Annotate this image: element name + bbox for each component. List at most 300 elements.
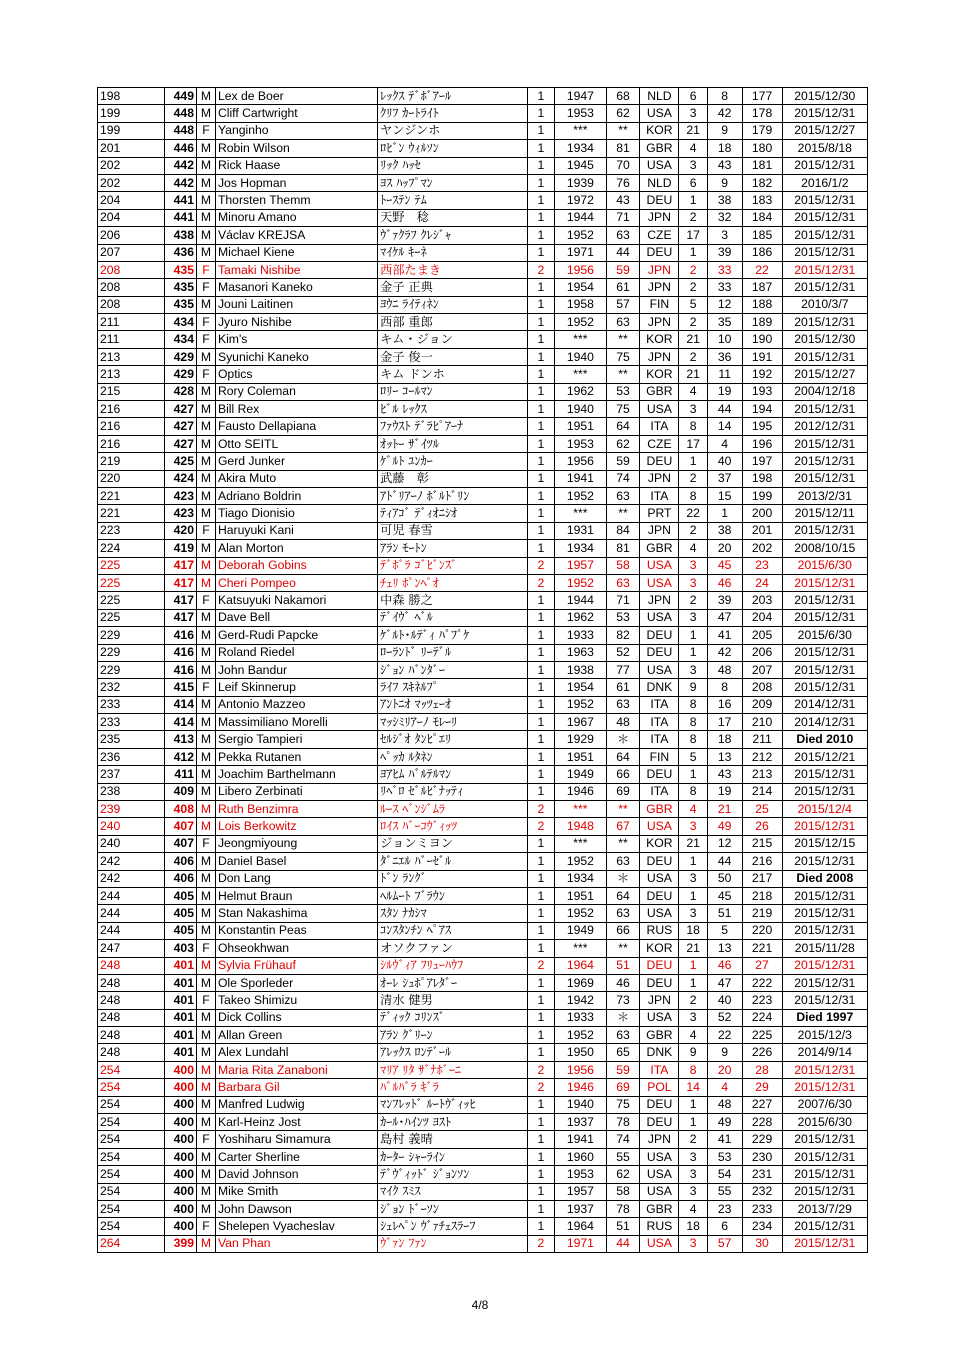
birth-year-cell: 1967 xyxy=(555,714,607,731)
score-cell: 401 xyxy=(165,1044,197,1061)
country-number-cell: 2 xyxy=(679,348,707,365)
age-cell: 43 xyxy=(606,192,640,209)
age-cell: 81 xyxy=(606,140,640,157)
sex-cell: M xyxy=(197,453,216,470)
age-cell: 44 xyxy=(606,1235,640,1252)
index-rank-cell: 30 xyxy=(742,1235,782,1252)
rank-cell: 202 xyxy=(98,174,165,191)
count-cell: 1 xyxy=(527,1009,554,1026)
age-cell: 64 xyxy=(606,887,640,904)
kana-name-cell: ﾃﾞｳﾞｨｯﾄﾞ ｼﾞｮﾝｿﾝ xyxy=(378,1166,528,1183)
country-rank-cell: 1 xyxy=(707,505,742,522)
table-row xyxy=(98,1183,868,1200)
birth-year-cell: 1964 xyxy=(555,957,607,974)
name-cell: Lois Berkowitz xyxy=(215,818,377,835)
rank-cell: 239 xyxy=(98,801,165,818)
country-number-cell: 3 xyxy=(679,1183,707,1200)
age-cell: 46 xyxy=(606,974,640,991)
country-cell: RUS xyxy=(640,1218,679,1235)
table-row xyxy=(98,279,868,296)
table-row xyxy=(98,1061,868,1078)
country-rank-cell: 19 xyxy=(707,383,742,400)
name-cell: Barbara Gil xyxy=(215,1079,377,1096)
country-number-cell: 1 xyxy=(679,244,707,261)
index-rank-cell: 225 xyxy=(742,1027,782,1044)
date-cell: 2015/6/30 xyxy=(782,1114,867,1131)
date-cell: 2014/12/31 xyxy=(782,714,867,731)
score-cell: 414 xyxy=(165,714,197,731)
index-rank-cell: 191 xyxy=(742,348,782,365)
age-cell: 58 xyxy=(606,557,640,574)
table-row xyxy=(98,1027,868,1044)
country-number-cell: 2 xyxy=(679,261,707,278)
name-cell: Cliff Cartwright xyxy=(215,105,377,122)
country-rank-cell: 21 xyxy=(707,801,742,818)
kana-name-cell: 金子 俊一 xyxy=(378,348,528,365)
kana-name-cell: ｱﾗﾝ ﾓｰﾄﾝ xyxy=(378,540,528,557)
country-rank-cell: 20 xyxy=(707,1061,742,1078)
birth-year-cell: 1933 xyxy=(555,627,607,644)
rank-cell: 213 xyxy=(98,348,165,365)
name-cell: Stan Nakashima xyxy=(215,905,377,922)
index-rank-cell: 202 xyxy=(742,540,782,557)
index-rank-cell: 26 xyxy=(742,818,782,835)
score-cell: 416 xyxy=(165,627,197,644)
score-cell: 424 xyxy=(165,470,197,487)
country-number-cell: 17 xyxy=(679,435,707,452)
kana-name-cell: 可児 春雪 xyxy=(378,522,528,539)
rank-cell: 204 xyxy=(98,192,165,209)
birth-year-cell: 1949 xyxy=(555,766,607,783)
age-cell: 61 xyxy=(606,679,640,696)
kana-name-cell: ﾍﾙﾑｰﾄ ﾌﾞﾗｳﾝ xyxy=(378,887,528,904)
name-cell: Dick Collins xyxy=(215,1009,377,1026)
index-rank-cell: 192 xyxy=(742,366,782,383)
country-number-cell: 4 xyxy=(679,540,707,557)
age-cell: ** xyxy=(606,122,640,139)
country-rank-cell: 41 xyxy=(707,1131,742,1148)
name-cell: Ole Sporleder xyxy=(215,974,377,991)
country-cell: GBR xyxy=(640,140,679,157)
country-rank-cell: 49 xyxy=(707,1114,742,1131)
index-rank-cell: 219 xyxy=(742,905,782,922)
kana-name-cell: 西部 重郎 xyxy=(378,314,528,331)
country-rank-cell: 39 xyxy=(707,244,742,261)
count-cell: 2 xyxy=(527,574,554,591)
sex-cell: M xyxy=(197,157,216,174)
name-cell: Jyuro Nishibe xyxy=(215,314,377,331)
kana-name-cell: ﾏﾝﾌﾚｯﾄﾞ ﾙｰﾄｳﾞｨｯﾋ xyxy=(378,1096,528,1113)
country-cell: DEU xyxy=(640,244,679,261)
table-row xyxy=(98,905,868,922)
sex-cell: M xyxy=(197,818,216,835)
date-cell: 2015/12/31 xyxy=(782,957,867,974)
sex-cell: M xyxy=(197,1114,216,1131)
country-rank-cell: 46 xyxy=(707,574,742,591)
score-cell: 427 xyxy=(165,418,197,435)
sex-cell: M xyxy=(197,1235,216,1252)
rank-cell: 225 xyxy=(98,574,165,591)
country-rank-cell: 20 xyxy=(707,540,742,557)
date-cell: Died 2010 xyxy=(782,731,867,748)
index-rank-cell: 27 xyxy=(742,957,782,974)
country-number-cell: 3 xyxy=(679,105,707,122)
age-cell: 63 xyxy=(606,905,640,922)
country-number-cell: 2 xyxy=(679,470,707,487)
country-cell: JPN xyxy=(640,261,679,278)
birth-year-cell: 1952 xyxy=(555,1027,607,1044)
index-rank-cell: 206 xyxy=(742,644,782,661)
table-row xyxy=(98,1079,868,1096)
rank-cell: 247 xyxy=(98,940,165,957)
country-number-cell: 2 xyxy=(679,209,707,226)
score-cell: 401 xyxy=(165,1009,197,1026)
sex-cell: M xyxy=(197,887,216,904)
country-number-cell: 3 xyxy=(679,1166,707,1183)
date-cell: 2014/12/31 xyxy=(782,696,867,713)
table-row xyxy=(98,122,868,139)
kana-name-cell: 武藤 彰 xyxy=(378,470,528,487)
date-cell: 2010/3/7 xyxy=(782,296,867,313)
birth-year-cell: 1941 xyxy=(555,470,607,487)
country-number-cell: 2 xyxy=(679,592,707,609)
country-rank-cell: 48 xyxy=(707,1096,742,1113)
index-rank-cell: 180 xyxy=(742,140,782,157)
country-cell: USA xyxy=(640,818,679,835)
kana-name-cell: ﾖｱﾋﾑ ﾊﾞﾙﾃﾙﾏﾝ xyxy=(378,766,528,783)
age-cell: 75 xyxy=(606,348,640,365)
country-cell: DEU xyxy=(640,627,679,644)
index-rank-cell: 224 xyxy=(742,1009,782,1026)
date-cell: 2016/1/2 xyxy=(782,174,867,191)
country-rank-cell: 38 xyxy=(707,192,742,209)
age-cell: 44 xyxy=(606,244,640,261)
score-cell: 425 xyxy=(165,453,197,470)
sex-cell: M xyxy=(197,1044,216,1061)
index-rank-cell: 214 xyxy=(742,783,782,800)
rank-cell: 242 xyxy=(98,870,165,887)
country-rank-cell: 23 xyxy=(707,1201,742,1218)
sex-cell: M xyxy=(197,1079,216,1096)
date-cell: 2015/12/31 xyxy=(782,105,867,122)
age-cell: 75 xyxy=(606,1096,640,1113)
country-number-cell: 4 xyxy=(679,801,707,818)
age-cell: 66 xyxy=(606,766,640,783)
country-cell: DEU xyxy=(640,974,679,991)
country-cell: DEU xyxy=(640,957,679,974)
count-cell: 1 xyxy=(527,696,554,713)
count-cell: 1 xyxy=(527,940,554,957)
table-row xyxy=(98,105,868,122)
rank-cell: 244 xyxy=(98,887,165,904)
kana-name-cell: ﾃﾞﾎﾞﾗ ｺﾞﾋﾞﾝｽﾞ xyxy=(378,557,528,574)
birth-year-cell: 1946 xyxy=(555,1079,607,1096)
country-cell: USA xyxy=(640,1235,679,1252)
score-cell: 416 xyxy=(165,644,197,661)
kana-name-cell: ｳﾞｧﾝ ﾌｧﾝ xyxy=(378,1235,528,1252)
country-rank-cell: 17 xyxy=(707,714,742,731)
name-cell: Roland Riedel xyxy=(215,644,377,661)
score-cell: 420 xyxy=(165,522,197,539)
name-cell: Michael Kiene xyxy=(215,244,377,261)
date-cell: 2015/12/31 xyxy=(782,887,867,904)
score-cell: 414 xyxy=(165,696,197,713)
country-number-cell: 18 xyxy=(679,922,707,939)
rank-cell: 229 xyxy=(98,627,165,644)
name-cell: Carter Sherline xyxy=(215,1148,377,1165)
country-number-cell: 1 xyxy=(679,853,707,870)
name-cell: Gerd Junker xyxy=(215,453,377,470)
score-cell: 423 xyxy=(165,487,197,504)
score-cell: 434 xyxy=(165,314,197,331)
country-number-cell: 9 xyxy=(679,1044,707,1061)
count-cell: 1 xyxy=(527,314,554,331)
score-cell: 412 xyxy=(165,748,197,765)
table-row xyxy=(98,244,868,261)
table-row xyxy=(98,227,868,244)
date-cell: 2015/12/30 xyxy=(782,88,867,105)
index-rank-cell: 22 xyxy=(742,261,782,278)
country-cell: ITA xyxy=(640,714,679,731)
table-row xyxy=(98,453,868,470)
count-cell: 1 xyxy=(527,366,554,383)
count-cell: 1 xyxy=(527,192,554,209)
country-cell: USA xyxy=(640,105,679,122)
count-cell: 1 xyxy=(527,853,554,870)
age-cell: 84 xyxy=(606,522,640,539)
sex-cell: M xyxy=(197,922,216,939)
country-number-cell: 6 xyxy=(679,174,707,191)
sex-cell: F xyxy=(197,261,216,278)
sex-cell: M xyxy=(197,401,216,418)
country-cell: USA xyxy=(640,1183,679,1200)
score-cell: 423 xyxy=(165,505,197,522)
country-rank-cell: 9 xyxy=(707,122,742,139)
birth-year-cell: 1951 xyxy=(555,748,607,765)
table-row xyxy=(98,418,868,435)
table-row xyxy=(98,714,868,731)
rank-cell: 232 xyxy=(98,679,165,696)
table-row xyxy=(98,540,868,557)
count-cell: 1 xyxy=(527,470,554,487)
sex-cell: M xyxy=(197,1148,216,1165)
kana-name-cell: ｳﾞｧｸﾗﾌ ｸﾚｼﾞｬ xyxy=(378,227,528,244)
country-number-cell: 2 xyxy=(679,992,707,1009)
birth-year-cell: 1969 xyxy=(555,974,607,991)
name-cell: Ruth Benzimra xyxy=(215,801,377,818)
country-number-cell: 3 xyxy=(679,401,707,418)
country-cell: ITA xyxy=(640,783,679,800)
score-cell: 411 xyxy=(165,766,197,783)
sex-cell: M xyxy=(197,88,216,105)
birth-year-cell: 1971 xyxy=(555,244,607,261)
name-cell: Allan Green xyxy=(215,1027,377,1044)
country-number-cell: 3 xyxy=(679,609,707,626)
country-cell: CZE xyxy=(640,227,679,244)
score-cell: 416 xyxy=(165,661,197,678)
table-row xyxy=(98,1166,868,1183)
country-rank-cell: 12 xyxy=(707,296,742,313)
age-cell: 63 xyxy=(606,227,640,244)
score-cell: 438 xyxy=(165,227,197,244)
country-number-cell: 9 xyxy=(679,679,707,696)
rank-cell: 225 xyxy=(98,557,165,574)
age-cell: 63 xyxy=(606,487,640,504)
count-cell: 1 xyxy=(527,453,554,470)
score-cell: 435 xyxy=(165,279,197,296)
country-cell: KOR xyxy=(640,835,679,852)
score-cell: 429 xyxy=(165,366,197,383)
rank-cell: 208 xyxy=(98,261,165,278)
age-cell: 71 xyxy=(606,592,640,609)
kana-name-cell: ﾃﾞｨｯｸ ｺﾘﾝｽﾞ xyxy=(378,1009,528,1026)
country-number-cell: 2 xyxy=(679,522,707,539)
score-cell: 435 xyxy=(165,261,197,278)
name-cell: Tiago Dionisio xyxy=(215,505,377,522)
name-cell: Alan Morton xyxy=(215,540,377,557)
country-cell: JPN xyxy=(640,1131,679,1148)
index-rank-cell: 197 xyxy=(742,453,782,470)
name-cell: Manfred Ludwig xyxy=(215,1096,377,1113)
score-cell: 400 xyxy=(165,1079,197,1096)
country-cell: CZE xyxy=(640,435,679,452)
count-cell: 1 xyxy=(527,748,554,765)
birth-year-cell: 1963 xyxy=(555,644,607,661)
country-number-cell: 3 xyxy=(679,870,707,887)
rank-cell: 264 xyxy=(98,1235,165,1252)
count-cell: 1 xyxy=(527,348,554,365)
name-cell: Robin Wilson xyxy=(215,140,377,157)
rank-cell: 248 xyxy=(98,957,165,974)
country-rank-cell: 44 xyxy=(707,401,742,418)
index-rank-cell: 186 xyxy=(742,244,782,261)
birth-year-cell: 1953 xyxy=(555,1166,607,1183)
count-cell: 1 xyxy=(527,1096,554,1113)
kana-name-cell: ﾏｲｸ ｽﾐｽ xyxy=(378,1183,528,1200)
birth-year-cell: 1950 xyxy=(555,1044,607,1061)
score-cell: 405 xyxy=(165,887,197,904)
sex-cell: M xyxy=(197,505,216,522)
kana-name-cell: ﾄﾞﾝ ﾗﾝｸﾞ xyxy=(378,870,528,887)
index-rank-cell: 226 xyxy=(742,1044,782,1061)
age-cell: ** xyxy=(606,331,640,348)
count-cell: 1 xyxy=(527,992,554,1009)
score-cell: 419 xyxy=(165,540,197,557)
country-rank-cell: 51 xyxy=(707,905,742,922)
kana-name-cell: ｼﾙｳﾞｨｱ ﾌﾘｭｰﾊｳﾌ xyxy=(378,957,528,974)
score-cell: 413 xyxy=(165,731,197,748)
age-cell: 48 xyxy=(606,714,640,731)
birth-year-cell: 1940 xyxy=(555,1096,607,1113)
sex-cell: F xyxy=(197,992,216,1009)
country-rank-cell: 6 xyxy=(707,1218,742,1235)
age-cell: 66 xyxy=(606,922,640,939)
age-cell: 65 xyxy=(606,1044,640,1061)
sex-cell: M xyxy=(197,1009,216,1026)
count-cell: 1 xyxy=(527,122,554,139)
name-cell: Shelepen Vyacheslav xyxy=(215,1218,377,1235)
table-row xyxy=(98,644,868,661)
count-cell: 1 xyxy=(527,783,554,800)
name-cell: John Bandur xyxy=(215,661,377,678)
country-number-cell: 8 xyxy=(679,1061,707,1078)
kana-name-cell: ﾁｪﾘ ﾎﾟﾝﾍﾟｵ xyxy=(378,574,528,591)
age-cell: ** xyxy=(606,940,640,957)
country-cell: DEU xyxy=(640,192,679,209)
rank-cell: 208 xyxy=(98,279,165,296)
country-number-cell: 2 xyxy=(679,314,707,331)
age-cell: 70 xyxy=(606,157,640,174)
sex-cell: M xyxy=(197,383,216,400)
date-cell: 2015/12/31 xyxy=(782,1079,867,1096)
table-row xyxy=(98,731,868,748)
score-cell: 448 xyxy=(165,105,197,122)
name-cell: Massimiliano Morelli xyxy=(215,714,377,731)
country-cell: ITA xyxy=(640,1061,679,1078)
name-cell: Bill Rex xyxy=(215,401,377,418)
age-cell: 69 xyxy=(606,1079,640,1096)
birth-year-cell: 1946 xyxy=(555,783,607,800)
name-cell: Libero Zerbinati xyxy=(215,783,377,800)
sex-cell: M xyxy=(197,714,216,731)
country-cell: DEU xyxy=(640,644,679,661)
birth-year-cell: 1937 xyxy=(555,1201,607,1218)
country-cell: JPN xyxy=(640,348,679,365)
table-row xyxy=(98,348,868,365)
sex-cell: M xyxy=(197,1183,216,1200)
kana-name-cell: 島村 義晴 xyxy=(378,1131,528,1148)
score-cell: 417 xyxy=(165,609,197,626)
count-cell: 1 xyxy=(527,296,554,313)
birth-year-cell: 1949 xyxy=(555,922,607,939)
country-number-cell: 8 xyxy=(679,783,707,800)
index-rank-cell: 223 xyxy=(742,992,782,1009)
kana-name-cell: ｱﾄﾞﾘｱｰﾉ ﾎﾞﾙﾄﾞﾘﾝ xyxy=(378,487,528,504)
table-row xyxy=(98,1148,868,1165)
date-cell: 2015/12/31 xyxy=(782,157,867,174)
birth-year-cell: 1934 xyxy=(555,870,607,887)
sex-cell: M xyxy=(197,105,216,122)
birth-year-cell: 1944 xyxy=(555,592,607,609)
age-cell: ＊ xyxy=(606,731,640,748)
date-cell: 2015/12/31 xyxy=(782,1131,867,1148)
name-cell: Lex de Boer xyxy=(215,88,377,105)
table-row xyxy=(98,174,868,191)
table-row xyxy=(98,609,868,626)
count-cell: 2 xyxy=(527,261,554,278)
birth-year-cell: 1952 xyxy=(555,574,607,591)
kana-name-cell: ﾛｰﾗﾝﾄﾞ ﾘｰﾃﾞﾙ xyxy=(378,644,528,661)
table-row xyxy=(98,505,868,522)
date-cell: 2015/12/31 xyxy=(782,661,867,678)
table-row xyxy=(98,592,868,609)
rank-cell: 229 xyxy=(98,661,165,678)
index-rank-cell: 200 xyxy=(742,505,782,522)
country-number-cell: 2 xyxy=(679,1131,707,1148)
index-rank-cell: 212 xyxy=(742,748,782,765)
date-cell: 2015/12/31 xyxy=(782,453,867,470)
birth-year-cell: 1952 xyxy=(555,487,607,504)
country-rank-cell: 13 xyxy=(707,748,742,765)
country-number-cell: 8 xyxy=(679,731,707,748)
country-number-cell: 21 xyxy=(679,331,707,348)
table-row xyxy=(98,522,868,539)
age-cell: 75 xyxy=(606,401,640,418)
count-cell: 1 xyxy=(527,1218,554,1235)
count-cell: 1 xyxy=(527,435,554,452)
country-cell: POL xyxy=(640,1079,679,1096)
birth-year-cell: 1948 xyxy=(555,818,607,835)
